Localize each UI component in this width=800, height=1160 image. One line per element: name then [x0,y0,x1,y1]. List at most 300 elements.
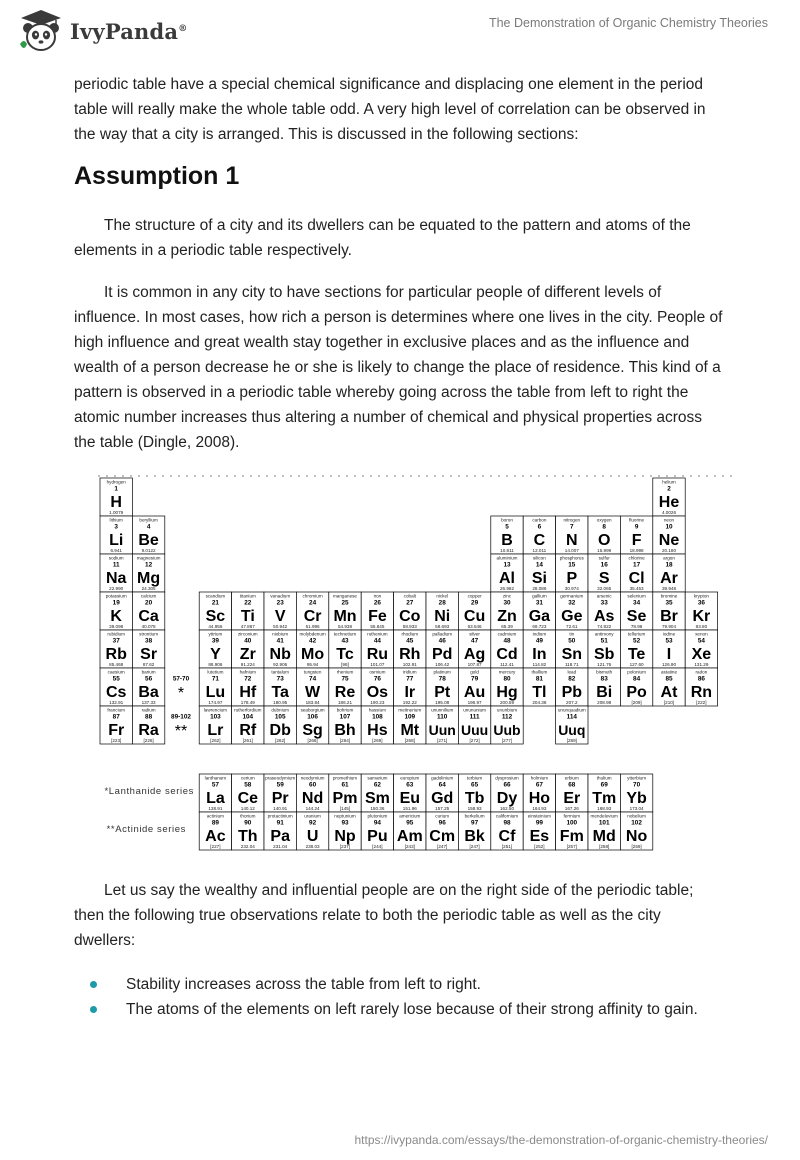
element-cell-rhenium [329,668,361,706]
series-range: 57-70 [172,675,190,683]
element-cell-rhodium [394,630,426,668]
element-name: radon [695,669,708,675]
element-cell-vanadium [264,592,296,630]
atomic-number: 93 [341,819,349,827]
atomic-mass: [266] [307,738,318,743]
element-cell-ruthenium [361,630,393,668]
atomic-number: 3 [114,523,118,531]
element-symbol: Dy [496,790,518,807]
atomic-number: 81 [535,675,543,683]
element-symbol: U [306,828,319,845]
element-cell-sulfur [588,554,620,592]
atomic-mass: [98] [341,662,349,667]
atomic-mass: 69.723 [532,624,547,629]
atomic-mass: 32.065 [597,586,612,591]
element-cell-mendelevium [588,812,620,850]
element-symbol: Uub [493,722,521,738]
atomic-mass: 72.61 [566,624,578,629]
element-name: nobelium [627,813,646,819]
atomic-number: 26 [373,599,381,607]
element-cell-iridium [394,668,426,706]
atomic-number: 60 [309,781,317,789]
atomic-number: 21 [211,599,219,607]
atomic-mass: 195.08 [435,700,450,705]
element-symbol: Nb [269,646,291,663]
atomic-number: 104 [242,713,254,721]
element-symbol: Bh [334,722,356,739]
element-cell-neodymium [296,774,328,812]
element-cell-lithium [100,516,132,554]
brand-name: IvyPanda® [70,18,188,44]
atomic-mass: 121.76 [597,662,612,667]
atomic-mass: [222] [696,700,707,705]
atomic-mass: 190.23 [370,700,385,705]
atomic-number: 15 [568,561,576,569]
element-name: seaborgium [300,707,325,713]
element-cell-bohrium [329,706,361,744]
list-item [90,997,730,1022]
atomic-number: 27 [406,599,414,607]
element-name: einsteinium [527,813,552,819]
element-cell-gallium [523,592,555,630]
element-symbol: Uuq [558,722,586,738]
element-name: titanium [239,593,256,599]
atomic-mass: [251] [501,844,513,849]
element-symbol: I [666,646,672,663]
atomic-number: 11 [112,561,120,569]
element-name: bohrium [336,707,354,713]
element-cell-chlorine [620,554,652,592]
element-symbol: Yb [626,790,647,807]
element-name: chromium [302,593,323,599]
element-symbol: Si [531,570,547,587]
element-symbol: N [566,532,578,549]
ivypanda-logo[interactable] [18,8,218,54]
element-name: molybdenum [299,631,326,637]
atomic-number: 76 [373,675,381,683]
element-cell-bromine [653,592,685,630]
atomic-number: 75 [341,675,349,683]
element-name: magnesium [136,555,161,561]
atomic-mass: 107.87 [467,662,482,667]
atomic-number: 51 [600,637,608,645]
atomic-mass: 88.906 [208,662,223,667]
element-symbol: Sn [561,646,583,663]
element-symbol: Cu [463,608,486,625]
element-cell-silver [458,630,490,668]
element-name: helium [662,479,676,485]
element-name: dubnium [271,707,290,713]
element-symbol: Cf [498,828,516,845]
element-symbol: V [274,608,286,625]
atomic-mass: 232.04 [240,844,255,849]
element-cell-technetium [329,630,361,668]
element-cell-radon [685,668,717,706]
element-symbol: Xe [691,646,712,663]
atomic-number: 22 [244,599,252,607]
atomic-number: 105 [274,713,286,721]
element-cell-xenon [685,630,717,668]
element-cell-californium [491,812,523,850]
element-cell-potassium [100,592,132,630]
element-cell-phosphorus [556,554,588,592]
element-symbol: Be [138,532,159,549]
element-cell-hydrogen [100,478,132,516]
element-cell-chromium [296,592,328,630]
element-name: promethium [332,775,358,781]
atomic-mass: [227] [210,844,221,849]
element-symbol: Rb [105,646,127,663]
element-name: cobalt [403,593,416,599]
element-name: rubidium [107,631,126,637]
element-symbol: Ti [240,608,255,625]
element-symbol: Ge [561,608,583,625]
atomic-mass: [264] [339,738,351,743]
element-cell-curium [426,812,458,850]
element-cell-hafnium [232,668,264,706]
element-cell-magnesium [132,554,164,592]
atomic-number: 96 [438,819,446,827]
element-cell-mercury [491,668,523,706]
atomic-number: 85 [665,675,673,683]
element-symbol: Fr [108,722,125,739]
atomic-mass: 168.93 [597,806,612,811]
atomic-number: 63 [406,781,414,789]
element-name: zirconium [237,631,258,637]
element-symbol: Ne [658,532,680,549]
atomic-number: 74 [309,675,317,683]
element-name: europium [400,775,420,781]
atomic-number: 92 [309,819,317,827]
element-name: yttrium [208,631,223,637]
element-name: astatine [660,669,678,675]
element-symbol: W [305,684,321,701]
atomic-mass: [289] [566,738,577,743]
element-cell-rutherfordium [232,706,264,744]
element-name: actinium [206,813,224,819]
element-name: nitrogen [563,517,581,523]
element-cell-zinc [491,592,523,630]
atomic-mass: 162.50 [499,806,515,811]
element-symbol: Uuu [460,722,489,738]
element-cell-lead [556,668,588,706]
element-symbol: K [110,608,122,625]
element-symbol: Bi [596,684,613,701]
element-symbol: Ac [205,828,226,845]
element-name: ruthenium [367,631,388,637]
element-symbol: Sg [302,722,323,739]
element-name: americium [399,813,421,819]
element-name: bismuth [596,669,613,675]
element-name: dysprosium [495,775,519,781]
element-name: germanium [560,593,584,599]
lanthanide-series-label: *Lanthanide series [104,786,194,797]
atomic-number: 59 [276,781,284,789]
element-symbol: Uun [428,722,456,738]
element-symbol: Rn [690,684,713,701]
atomic-mass: 74.922 [597,624,612,629]
element-symbol: Eu [399,790,421,807]
element-name: selenium [627,593,646,599]
element-cell-astatine [653,668,685,706]
element-symbol: Mn [333,608,357,625]
element-cell-titanium [232,592,264,630]
element-name: rhodium [401,631,419,637]
atomic-mass: 54.938 [337,624,353,629]
atomic-number: 19 [112,599,120,607]
atomic-number: 111 [469,713,480,721]
atomic-mass: 40.078 [141,624,156,629]
element-name: manganese [332,593,358,599]
element-cell-germanium [556,592,588,630]
element-name: uranium [304,813,321,819]
observations-list [90,972,730,1022]
atomic-number: 34 [633,599,641,607]
atomic-number: 108 [372,713,383,721]
atomic-mass: [258] [599,844,610,849]
element-cell-unununium [458,706,490,744]
atomic-mass: 47.867 [240,624,255,629]
atomic-mass: 50.942 [273,624,288,629]
atomic-number: 45 [406,637,414,645]
element-name: berkelium [464,813,485,819]
atomic-number: 91 [276,819,284,827]
element-name: unununium [463,707,486,713]
element-name: fermium [563,813,581,819]
atomic-number: 56 [145,675,153,683]
element-symbol: Zr [239,646,256,663]
element-symbol: Lu [205,684,226,701]
list-item-text: The atoms of the elements on left rarely lose because of their strong affinity to gain. [126,1001,698,1018]
element-symbol: Pu [367,828,388,845]
element-cell-niobium [264,630,296,668]
atomic-number: 84 [633,675,641,683]
element-name: praseodymium [265,775,296,781]
atomic-number: 30 [503,599,511,607]
element-symbol: Ni [434,608,451,625]
atomic-mass: 6.941 [110,548,122,553]
element-symbol: Fe [368,608,387,625]
atomic-number: 71 [211,675,219,683]
element-cell-europium [394,774,426,812]
element-symbol: Ba [138,684,159,701]
atomic-mass: 15.999 [597,548,612,553]
element-cell-thulium [588,774,620,812]
element-name: caesium [107,669,125,675]
element-cell-argon [653,554,685,592]
atomic-mass: 200.59 [499,700,515,705]
element-symbol: Na [105,570,127,587]
source-url[interactable]: https://ivypanda.com/essays/the-demonstration-of-organic-chemistry-theories/ [354,1133,768,1147]
element-symbol: Rf [239,722,257,739]
atomic-number: 82 [568,675,576,683]
element-symbol: Ho [528,790,551,807]
element-name: krypton [693,593,709,599]
atomic-mass: 4.0026 [661,510,677,515]
atomic-number: 24 [309,599,317,607]
element-name: rhenium [336,669,354,675]
element-name: boron [501,517,513,523]
element-name: thulium [596,775,612,781]
atomic-mass: [145] [339,806,351,811]
atomic-mass: 85.468 [109,662,124,667]
atomic-number: 32 [568,599,576,607]
element-cell-cerium [232,774,264,812]
atomic-mass: 30.974 [564,586,579,591]
element-cell-carbon [523,516,555,554]
element-symbol: Cm [429,828,456,845]
element-cell-manganese [329,592,361,630]
atomic-number: 20 [145,599,153,607]
element-cell-fluorine [620,516,652,554]
element-cell-plutonium [361,812,393,850]
atomic-number: 49 [535,637,543,645]
element-name: phosphorus [559,555,584,561]
atomic-mass: 140.91 [273,806,288,811]
atomic-number: 77 [406,675,414,683]
element-cell-gold [458,668,490,706]
element-name: polonium [627,669,646,675]
element-name: oxygen [596,517,612,523]
atomic-mass: 112.41 [500,662,514,667]
element-name: lithium [109,517,123,523]
element-name: strontium [139,631,159,637]
atomic-number: 97 [471,819,479,827]
periodic-table-figure [94,470,754,860]
element-symbol: Th [238,828,258,845]
atomic-mass: 55.845 [370,624,385,629]
element-cell-samarium [361,774,393,812]
element-cell-ytterbium [620,774,652,812]
element-name: samarium [367,775,388,781]
atomic-mass: 58.933 [402,624,417,629]
list-item-text: Stability increases across the table from left to right. [126,976,481,993]
atomic-mass: 204.38 [532,700,547,705]
element-symbol: Nd [301,790,324,807]
atomic-mass: 158.93 [467,806,482,811]
element-symbol: Ga [528,608,551,625]
element-symbol: Hf [239,684,257,701]
atomic-mass: [259] [631,844,642,849]
element-symbol: Re [334,684,356,701]
element-cell-polonium [620,668,652,706]
element-cell-beryllium [132,516,164,554]
atomic-mass: [237] [339,844,351,849]
panda-graduate-icon [18,8,64,54]
element-name: antimony [594,631,614,637]
element-symbol: Zn [497,608,517,625]
atomic-mass: [226] [143,738,154,743]
atomic-number: 70 [633,781,641,789]
atomic-number: 67 [535,781,543,789]
atomic-number: 42 [309,637,317,645]
atomic-number: 107 [339,713,351,721]
atomic-mass: [243] [404,844,415,849]
element-symbol: Li [109,532,124,549]
element-name: arsenic [596,593,612,599]
element-name: tellurium [627,631,646,637]
element-symbol: Cd [496,646,518,663]
element-name: francium [107,707,126,713]
element-cell-caesium [100,668,132,706]
element-symbol: Cs [105,684,127,701]
atomic-number: 53 [665,637,673,645]
element-symbol: He [658,494,680,511]
element-symbol: As [593,608,615,625]
element-symbol: Ar [660,570,678,587]
element-name: californium [495,813,519,819]
element-name: thallium [531,669,548,675]
element-cell-barium [132,668,164,706]
element-symbol: Ta [271,684,289,701]
element-cell-silicon [523,554,555,592]
element-name: lanthanum [204,775,227,781]
element-name: iron [373,593,382,599]
atomic-number: 46 [438,637,446,645]
element-symbol: No [625,828,648,845]
atomic-number: 2 [667,485,671,493]
atomic-number: 57 [211,781,219,789]
element-name: erbium [564,775,579,781]
element-symbol: Gd [431,790,454,807]
element-cell-calcium [132,592,164,630]
element-symbol: Ra [138,722,159,739]
element-cell-gadolinium [426,774,458,812]
atomic-mass: 196.97 [467,700,482,705]
element-symbol: Rh [399,646,421,663]
element-name: copper [467,593,482,599]
atomic-mass: 102.91 [402,662,417,667]
atomic-mass: [269] [372,738,383,743]
atomic-mass: [252] [534,844,545,849]
atomic-number: 103 [210,713,221,721]
element-name: technetium [333,631,357,637]
atomic-mass: 9.0122 [141,548,156,553]
element-cell-nobelium [620,812,652,850]
atomic-mass: 180.95 [273,700,288,705]
atomic-mass: 192.22 [402,700,417,705]
atomic-mass: 238.03 [305,844,320,849]
element-symbol: S [598,570,610,587]
element-cell-meitnerium [394,706,426,744]
element-name: tantalum [271,669,290,675]
atomic-mass: 1.0079 [109,510,124,515]
series-placeholder [173,676,190,703]
atomic-mass: 65.39 [501,624,513,629]
element-cell-tungsten [296,668,328,706]
paragraph-structure: The structure of a city and its dwellers can be equated to the pattern and atoms of the elements in a periodic table respectively. [74,217,691,259]
atomic-mass: 63.546 [467,624,482,629]
element-cell-krypton [685,592,717,630]
element-name: neptunium [334,813,356,819]
atomic-number: 44 [373,637,381,645]
atomic-number: 79 [471,675,479,683]
atomic-number: 66 [503,781,511,789]
element-cell-molybdenum [296,630,328,668]
element-symbol: Tl [532,684,547,701]
element-symbol: Pt [434,684,451,701]
element-name: cerium [240,775,255,781]
bullet-dot-icon [90,1006,97,1013]
element-cell-uranium [296,812,328,850]
element-name: mercury [498,669,516,675]
atomic-number: 73 [276,675,284,683]
element-cell-neptunium [329,812,361,850]
atomic-mass: 131.29 [694,662,709,667]
atomic-number: 89 [211,819,219,827]
atomic-number: 99 [535,819,543,827]
element-symbol: Se [626,608,647,625]
